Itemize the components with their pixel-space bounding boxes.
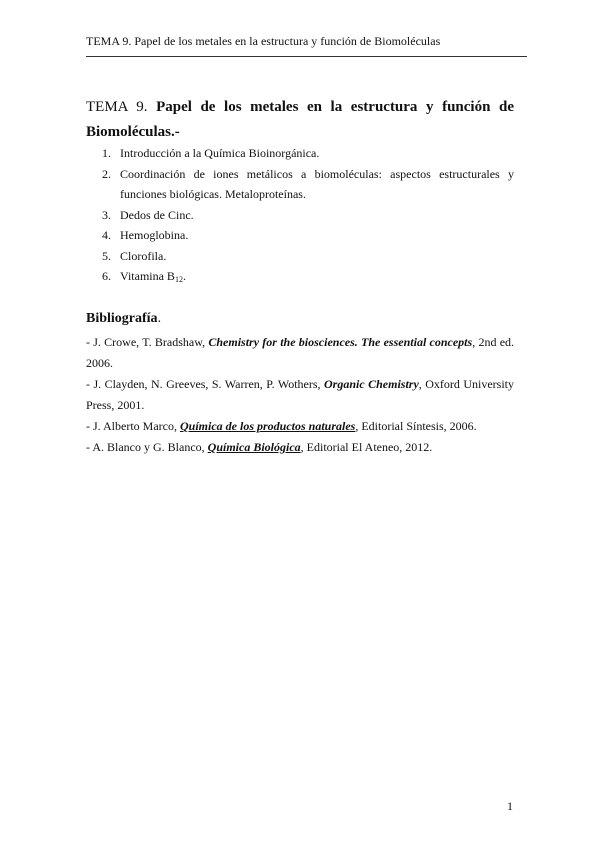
item-number: 6. [102, 269, 111, 283]
list-item [86, 225, 514, 246]
entry-authors: - J. Clayden, N. Greeves, S. Warren, P. Wothers, [86, 377, 324, 391]
entry-authors: - J. Crowe, T. Bradshaw, [86, 335, 209, 349]
entry-book-title: Organic Chemistry [323, 377, 419, 391]
bibliography-entry [86, 416, 514, 437]
list-item [86, 205, 514, 226]
item-text [120, 266, 514, 287]
list-item [86, 143, 514, 164]
item-number: 2. [102, 166, 111, 181]
entry-details: , 2nd ed. 2006. [86, 335, 515, 370]
item-text: Hemoglobina. [120, 228, 189, 242]
document-title [86, 95, 514, 145]
entry-book-title: Química de los productos naturales [179, 419, 356, 433]
list-item [86, 246, 514, 267]
item-number: 1. [102, 146, 111, 160]
bibliography-heading-suffix: . [157, 311, 162, 326]
entry-details: , Oxford University Press, 2001. [86, 377, 515, 412]
title-prefix: TEMA 9. [86, 99, 157, 115]
entry-details: , Editorial El Ateneo, 2012. [300, 440, 433, 454]
item-number: 4. [102, 228, 111, 242]
vitamin-subscript: 12 [174, 275, 183, 284]
entry-book-title: Química Biológica [207, 440, 301, 454]
list-item [86, 164, 514, 205]
header-rule [86, 56, 527, 57]
bibliography-entry [86, 374, 514, 416]
bibliography-entry [86, 437, 514, 458]
item-text: Clorofila. [120, 248, 167, 263]
bibliography-heading [86, 310, 161, 328]
vitamin-suffix: . [182, 269, 186, 283]
entry-book-title: Chemistry for the biosciences. The essential concepts [208, 335, 473, 349]
bibliography-list [86, 332, 514, 458]
contents-list [86, 143, 514, 287]
item-text: Dedos de Cinc. [120, 207, 194, 222]
list-item [86, 266, 514, 287]
item-number: 3. [102, 207, 111, 222]
item-number: 5. [102, 248, 111, 263]
entry-authors: - A. Blanco y G. Blanco, [86, 440, 208, 454]
title-main: Papel de los metales en la estructura y función de Biomoléculas.- [86, 99, 514, 140]
entry-details: , Editorial Síntesis, 2006. [355, 419, 477, 433]
page-number: 1 [507, 799, 513, 813]
entry-authors: - J. Alberto Marco, [86, 419, 180, 433]
bibliography-heading-text: Bibliografía [86, 311, 158, 326]
bibliography-entry [86, 332, 514, 374]
item-text: Coordinación de iones metálicos a biomoléculas: aspectos estructurales y funciones biológicas. Metaloproteínas. [120, 166, 514, 201]
vitamin-name: Vitamina B [120, 269, 175, 283]
item-text: Introducción a la Química Bioinorgánica. [120, 146, 320, 160]
running-header: TEMA 9. Papel de los metales en la estructura y función de Biomoléculas [86, 34, 441, 48]
